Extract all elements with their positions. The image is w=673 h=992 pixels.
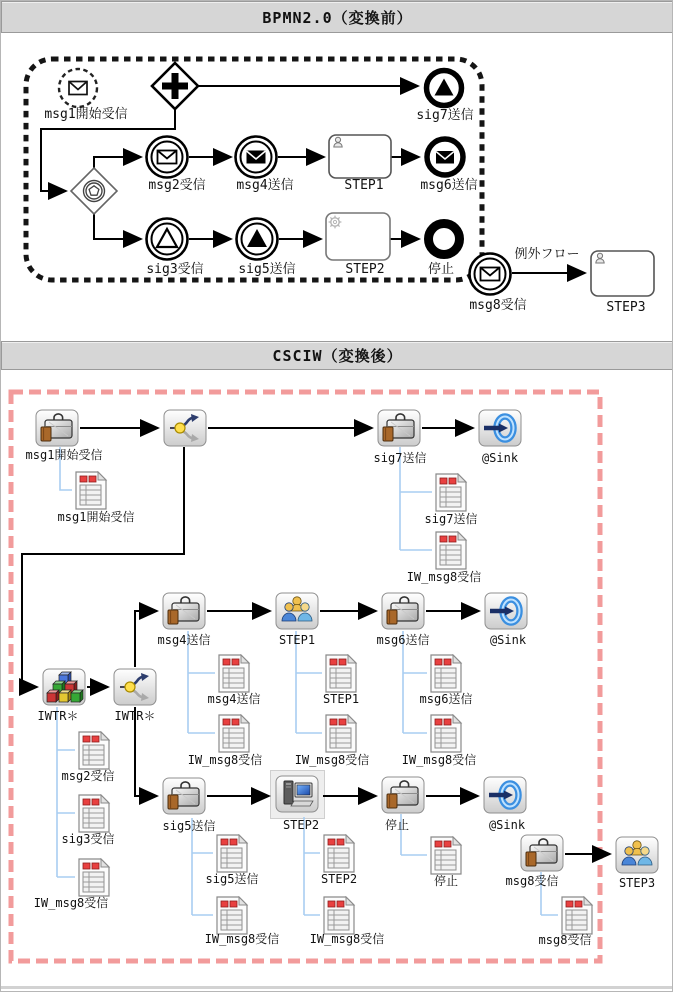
doc-label-msg6b: IW_msg8受信: [401, 753, 477, 767]
csciw-or-split-router: [163, 409, 207, 447]
bpmn-label-start: msg1開始受信: [44, 107, 128, 122]
csciw-label-step1: STEP1: [278, 633, 316, 647]
doc-iw-msg8-2: [216, 714, 251, 753]
bpmn-signal-throw-event-sig5: [237, 219, 278, 260]
doc-step2: [321, 834, 356, 873]
doc-iw-msg8-1: [433, 531, 468, 570]
doc-label-sig7a: sig7送信: [424, 512, 478, 526]
csciw-label-sink3: @Sink: [488, 818, 526, 832]
doc-sig3-receive: [76, 794, 111, 833]
section-header-bpmn: [1, 1, 673, 33]
doc-msg8-receive: [559, 896, 594, 935]
bpmn-message-end-event-msg6: [427, 139, 463, 175]
doc-iw-msg8-6: [214, 896, 249, 935]
doc-msg6-send: [428, 654, 463, 693]
doc-stop: [428, 836, 463, 875]
doc-label-iwtr1b: sig3受信: [61, 832, 115, 846]
doc-label-msg6a: msg6送信: [419, 692, 473, 706]
doc-label-sig7b: IW_msg8受信: [406, 570, 482, 584]
bpmn-message-throw-event-msg4: [236, 137, 277, 178]
csciw-label-sig7: sig7送信: [373, 451, 427, 465]
section-title-bpmn: BPMN2.0（変換前）: [262, 8, 413, 27]
doc-sig7-send: [433, 473, 468, 512]
doc-iw-msg8-7: [321, 896, 356, 935]
doc-label-sig5b: IW_msg8受信: [204, 932, 280, 946]
doc-label-step2b: IW_msg8受信: [309, 932, 385, 946]
csciw-label-sink1: @Sink: [481, 451, 519, 465]
csciw-iwtr-transaction-node: [42, 668, 86, 706]
doc-step1: [323, 654, 358, 693]
doc-label-sig5a: sig5送信: [205, 872, 259, 886]
csciw-activity-msg6-send: [381, 592, 425, 630]
table-bottom-border: [1, 986, 673, 989]
bpmn-terminate-end-event-stop: [429, 224, 460, 255]
csciw-user-step3: [615, 836, 659, 874]
bpmn-label-stop: 停止: [427, 262, 455, 277]
csciw-label-stop: 停止: [384, 818, 410, 832]
bpmn-label-step1: STEP1: [344, 178, 384, 193]
bpmn-user-task-step3: [591, 251, 654, 296]
doc-label-msg8a: msg8受信: [538, 933, 592, 947]
doc-label-step1a: STEP1: [322, 692, 360, 706]
csciw-label-sink2: @Sink: [489, 633, 527, 647]
csciw-label-msg6: msg6送信: [376, 633, 430, 647]
bpmn-label-msg6: msg6送信: [420, 178, 478, 193]
doc-iw-msg8-5: [76, 858, 111, 897]
bpmn-label-sig5: sig5送信: [238, 262, 296, 277]
bpmn-message-catch-event-msg2: [147, 137, 188, 178]
doc-label-start1: msg1開始受信: [57, 510, 135, 524]
csciw-activity-sig5-send: [162, 777, 206, 815]
csciw-sink-node-1: [478, 409, 522, 447]
doc-iw-msg8-4: [428, 714, 463, 753]
doc-iw-msg8-3: [323, 714, 358, 753]
doc-label-stopa: 停止: [433, 874, 459, 888]
csciw-activity-msg1-start: [35, 409, 79, 447]
bpmn-parallel-gateway: [152, 63, 198, 109]
doc-msg4-send: [216, 654, 251, 693]
doc-label-step1b: IW_msg8受信: [294, 753, 370, 767]
bpmn-event-based-gateway: [71, 168, 117, 214]
csciw-label-msg4: msg4送信: [157, 633, 211, 647]
doc-label-msg4b: IW_msg8受信: [187, 753, 263, 767]
bpmn-boundary-message-event-msg8: [470, 254, 511, 295]
csciw-iwtr-router-node: [113, 668, 157, 706]
csciw-label-iwtr2: IWTR＊: [114, 709, 156, 723]
csciw-sink-node-3: [483, 776, 527, 814]
bpmn-label-sig7: sig7送信: [416, 108, 474, 123]
bpmn-signal-catch-event-sig3: [147, 219, 188, 260]
csciw-label-start: msg1開始受信: [25, 448, 103, 462]
bpmn-label-msg2: msg2受信: [148, 178, 206, 193]
csciw-label-step3: STEP3: [618, 876, 656, 890]
bpmn-label-step2: STEP2: [345, 262, 385, 277]
bpmn-label-sig3: sig3受信: [146, 262, 204, 277]
bpmn-label-exception-flow: 例外フロー: [514, 247, 580, 262]
csciw-activity-msg4-send: [162, 592, 206, 630]
bpmn-message-start-event: [59, 69, 97, 107]
bpmn-label-msg8: msg8受信: [469, 298, 527, 313]
section-title-csciw: CSCIW（変換後）: [272, 347, 403, 365]
csciw-sink-node-2: [484, 592, 528, 630]
csciw-label-step2: STEP2: [282, 818, 320, 832]
csciw-label-iwtr1: IWTR＊: [37, 709, 79, 723]
bpmn-subprocess-boundary: [26, 59, 482, 280]
bpmn-label-msg4: msg4送信: [236, 178, 294, 193]
csciw-label-sig5: sig5送信: [162, 819, 216, 833]
section-header-csciw: [1, 341, 673, 370]
csciw-computer-step2: [275, 775, 319, 813]
csciw-activity-msg8-receive: [520, 834, 564, 872]
bpmn-signal-end-event-sig7: [427, 71, 462, 106]
doc-label-iwtr1a: msg2受信: [61, 769, 115, 783]
doc-label-msg4a: msg4送信: [207, 692, 261, 706]
doc-msg2-receive: [76, 731, 111, 770]
csciw-activity-sig7-send: [377, 409, 421, 447]
doc-msg1-start: [73, 471, 108, 510]
doc-label-iwtr1c: IW_msg8受信: [33, 896, 109, 910]
csciw-activity-stop: [381, 776, 425, 814]
bpmn-user-task-step1: [329, 135, 391, 178]
doc-label-step2a: STEP2: [320, 872, 358, 886]
doc-sig5-send: [214, 834, 249, 873]
csciw-user-step1: [275, 592, 319, 630]
csciw-label-msg8: msg8受信: [505, 874, 559, 888]
bpmn-service-task-step2: [326, 213, 390, 260]
bpmn-label-step3: STEP3: [606, 300, 646, 315]
